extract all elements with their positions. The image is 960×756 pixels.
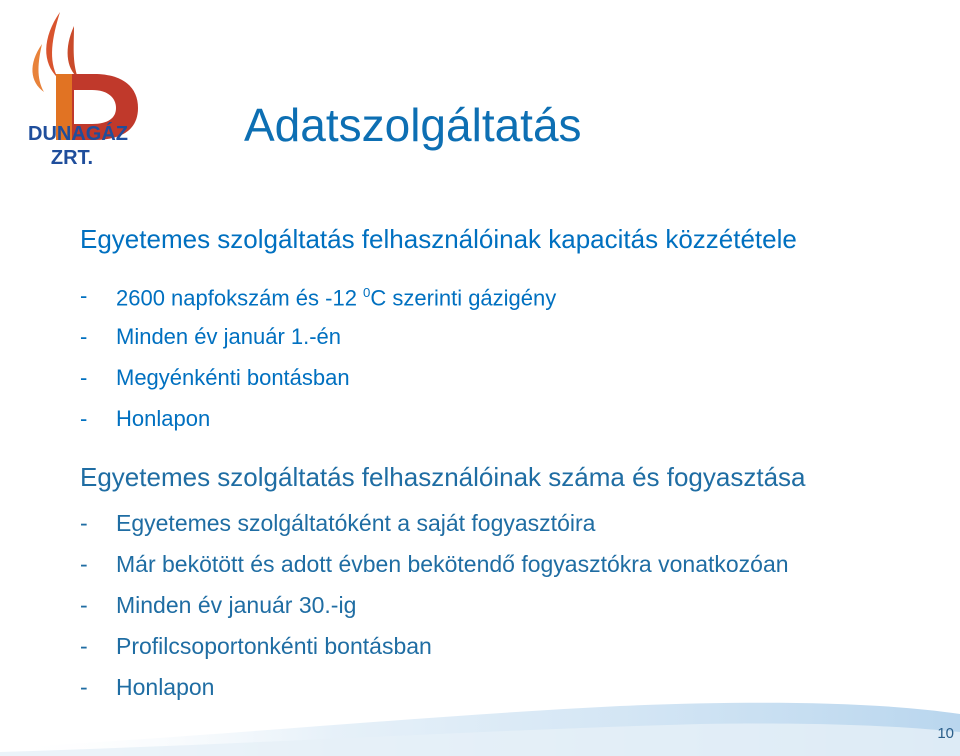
bullet-dash: - [80, 324, 88, 349]
bullet-dash: - [80, 283, 88, 308]
list-item [80, 316, 797, 357]
bullet-dash: - [80, 592, 88, 618]
company-logo [12, 8, 150, 168]
list-item [80, 626, 806, 667]
list-item-text: Megyénkénti bontásban [116, 365, 350, 390]
section-capacity-heading: Egyetemes szolgáltatás felhasználóinak kapacitás közzététele [80, 224, 797, 254]
section-capacity [80, 224, 797, 439]
bullet-dash: - [80, 510, 88, 536]
list-item-text: Már bekötött és adott évben bekötendő fogyasztókra vonatkozóan [116, 551, 789, 577]
list-item [80, 357, 797, 398]
section-consumption [80, 462, 806, 708]
bullet-dash: - [80, 674, 88, 700]
bullet-dash: - [80, 633, 88, 659]
flame-logo-icon [12, 8, 150, 168]
list-item [80, 503, 806, 544]
bullet-dash: - [80, 551, 88, 577]
list-item [80, 275, 797, 316]
list-item-text: Honlapon [116, 406, 211, 431]
list-item-text: 2600 napfokszám és -12 $^0$C szerinti gázigény [116, 285, 557, 311]
slide-title: Adatszolgáltatás [244, 99, 582, 151]
footer-wave-decoration [0, 686, 960, 756]
list-item-text: Profilcsoportonkénti bontásban [116, 633, 432, 659]
logo-text-line2: ZRT. [50, 147, 94, 168]
list-item [80, 544, 806, 585]
section-consumption-heading: Egyetemes szolgáltatás felhasználóinak száma és fogyasztása [80, 462, 806, 492]
list-item-text: Minden év január 1.-én [116, 324, 342, 349]
list-item-text: Minden év január 30.-ig [116, 592, 357, 618]
list-item [80, 585, 806, 626]
logo-text-line1: DUNAGÁZ [28, 123, 128, 145]
page-number: 10 [937, 725, 954, 742]
bullet-dash: - [80, 365, 88, 390]
list-item-text: Honlapon [116, 674, 215, 700]
bullet-dash: - [80, 406, 88, 431]
list-item-text: Egyetemes szolgáltatóként a saját fogyasztóira [116, 510, 596, 536]
list-item [80, 398, 797, 439]
